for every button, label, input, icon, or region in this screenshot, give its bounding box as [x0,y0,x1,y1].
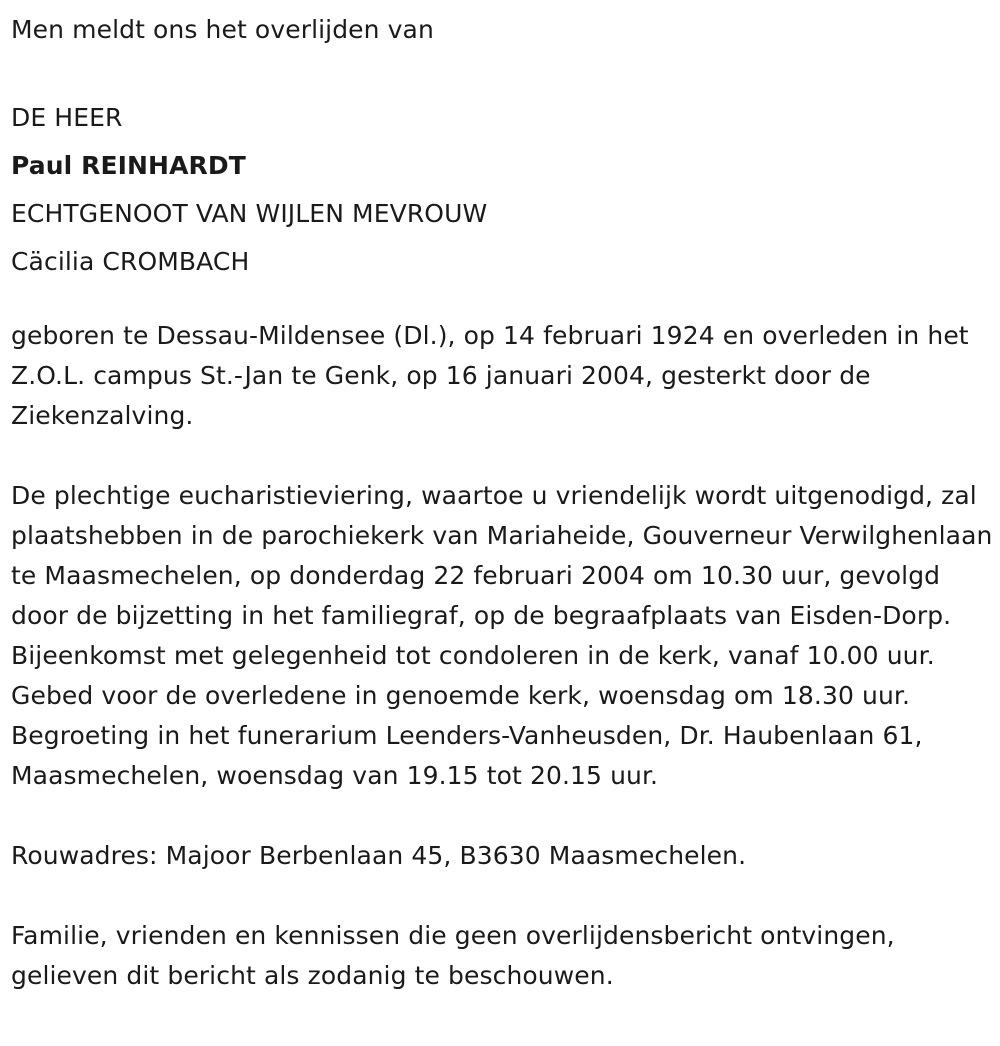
spacer [11,286,1000,316]
deceased-title: DE HEER [11,103,123,132]
intro-line: Men meldt ons het overlijden van [11,15,434,44]
spacer [11,876,1000,916]
address-paragraph: Rouwadres: Majoor Berbenlaan 45, B3630 Maasmechelen. [11,841,747,870]
spouse-name: Cäcilia CROMBACH [11,247,250,276]
birth-death-paragraph: geboren te Dessau-Mildensee (Dl.), op 14 februari 1924 en overleden in het Z.O.L. campus St.-Jan te Genk, op 16 januari 2004, gesterkt door de Ziekenzalving. [11,321,969,430]
deceased-relation: ECHTGENOOT VAN WIJLEN MEVROUW [11,199,488,228]
spacer [11,796,1000,836]
closing-paragraph: Familie, vrienden en kennissen die geen overlijdensbericht ontvingen, gelieven dit bericht als zodanig te beschouwen. [11,921,895,990]
ceremony-paragraph: De plechtige eucharistieviering, waartoe u vriendelijk wordt uitgenodigd, zal plaatshebben in de parochiekerk van Mariaheide, Gouverneur Verwilghenlaan te Maasmechelen, op donderdag 22 februari 2004 om 10.30 uur, gevolgd door de bijzetting in het familiegraf, op de begraafplaats van Eisden-Dorp. Bijeenkomst met gelegenheid tot condoleren in de kerk, vanaf 10.00 uur. Gebed voor de overledene in genoemde kerk, woensdag om 18.30 uur. Begroeting in het funerarium Leenders-Vanheusden, Dr. Haubenlaan 61, Maasmechelen, woensdag van 19.15 tot 20.15 uur. [11,481,993,790]
spacer [11,436,1000,476]
deceased-name: Paul REINHARDT [11,151,246,180]
spacer [11,54,1000,94]
